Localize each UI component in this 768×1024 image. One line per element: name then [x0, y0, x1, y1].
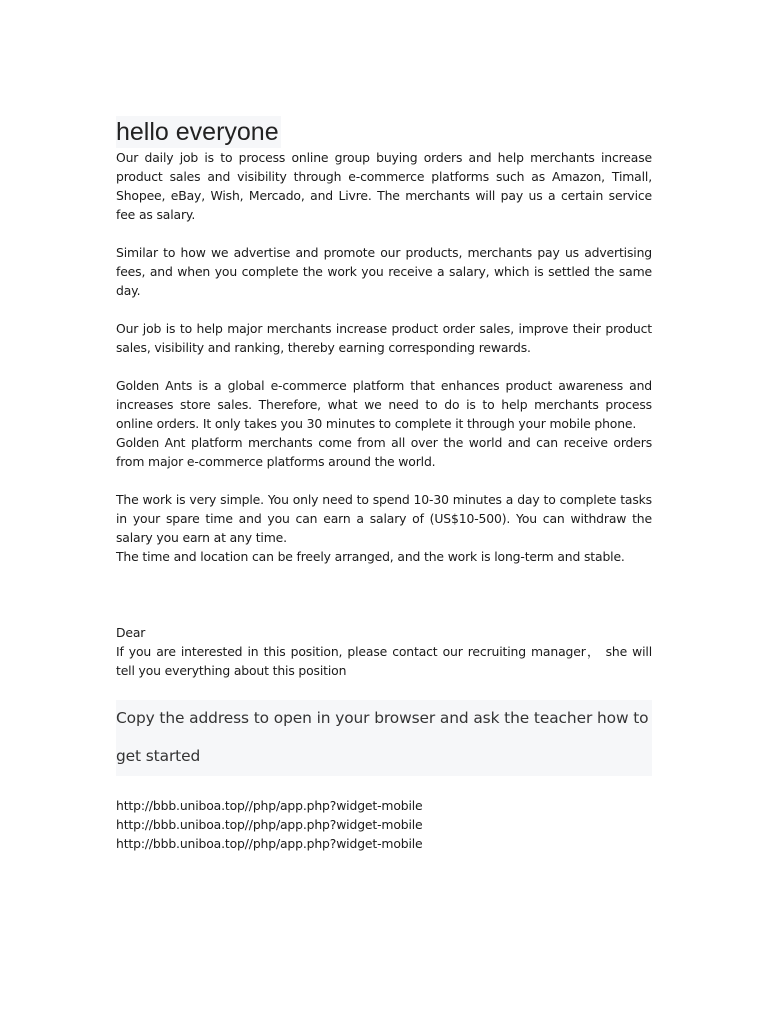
callout-box	[116, 700, 652, 776]
paragraph-spacer	[116, 357, 652, 376]
link-url[interactable]: http://bbb.uniboa.top//php/app.php?widget-mobile	[116, 836, 423, 851]
page-title: hello everyone	[116, 118, 279, 146]
paragraph-contact: If you are interested in this position, please contact our recruiting manager， she will tell you everything about this position	[116, 644, 652, 678]
paragraph-spacer	[116, 224, 652, 243]
paragraph-spacer	[116, 471, 652, 490]
link-list	[116, 796, 652, 853]
document-page	[116, 116, 652, 853]
paragraph-golden-ants: Golden Ants is a global e-commerce platform that enhances product awareness and increases store sales. Therefore, what we need to do is to help merchants process online orders. It only takes you 30 minutes to complete it through your mobile phone.	[116, 378, 652, 431]
callout-text: Copy the address to open in your browser and ask the teacher how to get started	[116, 709, 649, 765]
link-url[interactable]: http://bbb.uniboa.top//php/app.php?widget-mobile	[116, 817, 423, 832]
paragraph-advertising: Similar to how we advertise and promote our products, merchants pay us advertising fees, and when you complete the work you receive a salary, which is settled the same day.	[116, 245, 652, 298]
paragraph-spacer	[116, 566, 652, 623]
paragraph-greeting: Dear	[116, 625, 146, 640]
paragraph-time-location: The time and location can be freely arranged, and the work is long-term and stable.	[116, 549, 625, 564]
paragraph-merchants: Golden Ant platform merchants come from all over the world and can receive orders from major e-commerce platforms around the world.	[116, 435, 652, 469]
paragraph-spacer	[116, 300, 652, 319]
paragraph-work-simple: The work is very simple. You only need to spend 10-30 minutes a day to complete tasks in your spare time and you can earn a salary of (US$10-500). You can withdraw the salary you earn at any time.	[116, 492, 652, 545]
link-url[interactable]: http://bbb.uniboa.top//php/app.php?widget-mobile	[116, 798, 423, 813]
paragraph-daily-job: Our daily job is to process online group buying orders and help merchants increase product sales and visibility through e-commerce platforms such as Amazon, Timall, Shopee, eBay, Wish, Mercado, and Livre. The merchants will pay us a certain service fee as salary.	[116, 150, 652, 222]
paragraph-job-description: Our job is to help major merchants increase product order sales, improve their product sales, visibility and ranking, thereby earning corresponding rewards.	[116, 321, 652, 355]
